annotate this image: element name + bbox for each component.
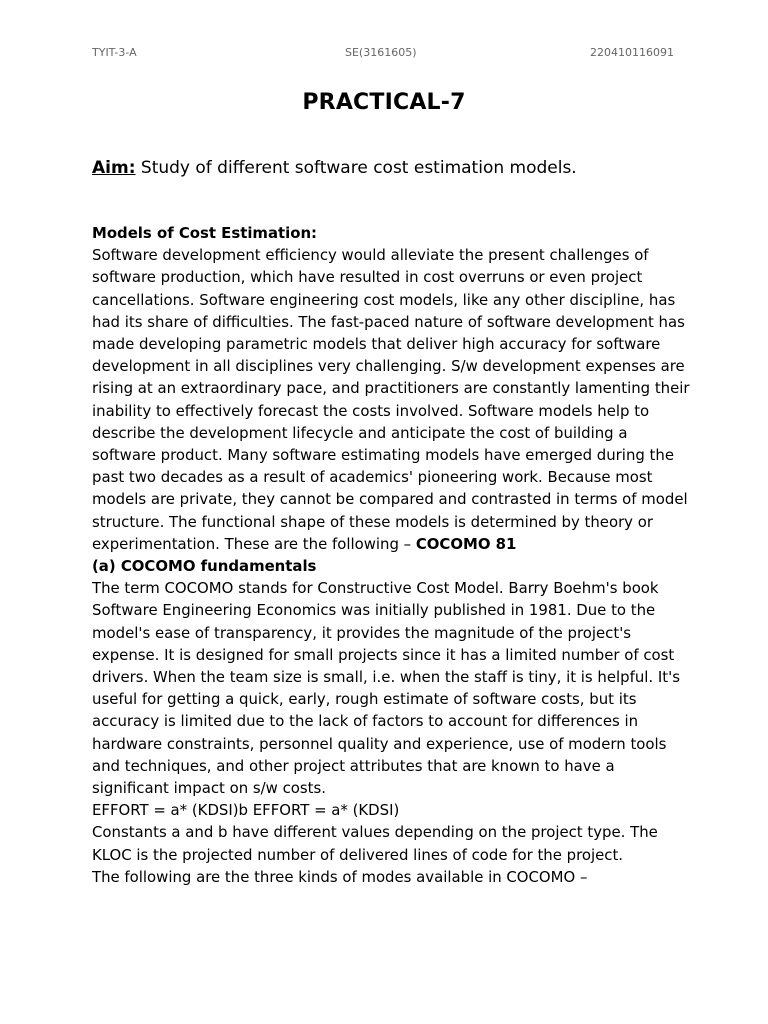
effort-formula: EFFORT = a* (KDSI)b EFFORT = a* (KDSI) xyxy=(92,801,400,820)
paragraph-line: significant impact on s/w costs. xyxy=(92,779,326,798)
paragraph-line: KLOC is the projected number of delivered lines of code for the project. xyxy=(92,845,624,864)
paragraph-line: Software Engineering Economics was initially published in 1981. Due to the xyxy=(92,601,656,620)
paragraph-line: Constants a and b have different values depending on the project type. The xyxy=(92,823,658,842)
paragraph-line: The following are the three kinds of modes available in COCOMO – xyxy=(92,867,588,886)
paragraph-line: cancellations. Software engineering cost models, like any other discipline, has xyxy=(92,290,676,309)
paragraph-line: had its share of difficulties. The fast-paced nature of software development has xyxy=(92,312,685,331)
paragraph-line: and techniques, and other project attributes that are known to have a xyxy=(92,756,615,775)
page-header xyxy=(92,46,674,62)
aim-statement xyxy=(92,158,692,178)
paragraph-line: hardware constraints, personnel quality and experience, use of modern tools xyxy=(92,734,667,753)
aim-label: Aim: xyxy=(92,158,136,178)
paragraph-line: models are private, they cannot be compared and contrasted in terms of model xyxy=(92,490,688,509)
section-heading-cocomo: (a) COCOMO fundamentals xyxy=(92,557,317,576)
header-enrollment-number: 220410116091 xyxy=(590,46,674,59)
aim-text: Study of different software cost estimation models. xyxy=(135,158,577,178)
paragraph-line: inability to effectively forecast the costs involved. Software models help to xyxy=(92,401,650,420)
paragraph-text: experimentation. These are the following – xyxy=(92,534,416,553)
paragraph-line: model's ease of transparency, it provides the magnitude of the project's xyxy=(92,623,632,642)
paragraph-line: The term COCOMO stands for Constructive Cost Model. Barry Boehm's book xyxy=(92,579,659,598)
document-body xyxy=(92,222,690,888)
paragraph-line: made developing parametric models that deliver high accuracy for software xyxy=(92,335,661,354)
paragraph-line: Software development efficiency would alleviate the present challenges of xyxy=(92,246,649,265)
paragraph-line: structure. The functional shape of these models is determined by theory or xyxy=(92,512,653,531)
section-heading-models: Models of Cost Estimation: xyxy=(92,224,318,242)
paragraph-line: software product. Many software estimating models have emerged during the xyxy=(92,446,674,465)
cocomo-81-label: COCOMO 81 xyxy=(415,534,517,553)
paragraph-line: development in all disciplines very challenging. S/w development expenses are xyxy=(92,357,685,376)
paragraph-line: software production, which have resulted in cost overruns or even project xyxy=(92,268,643,287)
paragraph-line: drivers. When the team size is small, i.e. when the staff is tiny, it is helpful. It's xyxy=(92,668,680,687)
paragraph-line: expense. It is designed for small projects since it has a limited number of cost xyxy=(92,645,675,664)
paragraph-line xyxy=(92,533,680,555)
paragraph-line: past two decades as a result of academics' pioneering work. Because most xyxy=(92,468,653,487)
paragraph-line: describe the development lifecycle and anticipate the cost of building a xyxy=(92,423,628,442)
header-class-label: TYIT-3-A xyxy=(92,46,137,59)
paragraph-line: rising at an extraordinary pace, and practitioners are constantly lamenting their xyxy=(92,379,690,398)
header-subject-code: SE(3161605) xyxy=(345,46,417,59)
paragraph-line: useful for getting a quick, early, rough estimate of software costs, but its xyxy=(92,690,637,709)
paragraph-line: accuracy is limited due to the lack of factors to account for differences in xyxy=(92,712,639,731)
page-title: PRACTICAL-7 xyxy=(302,90,466,115)
